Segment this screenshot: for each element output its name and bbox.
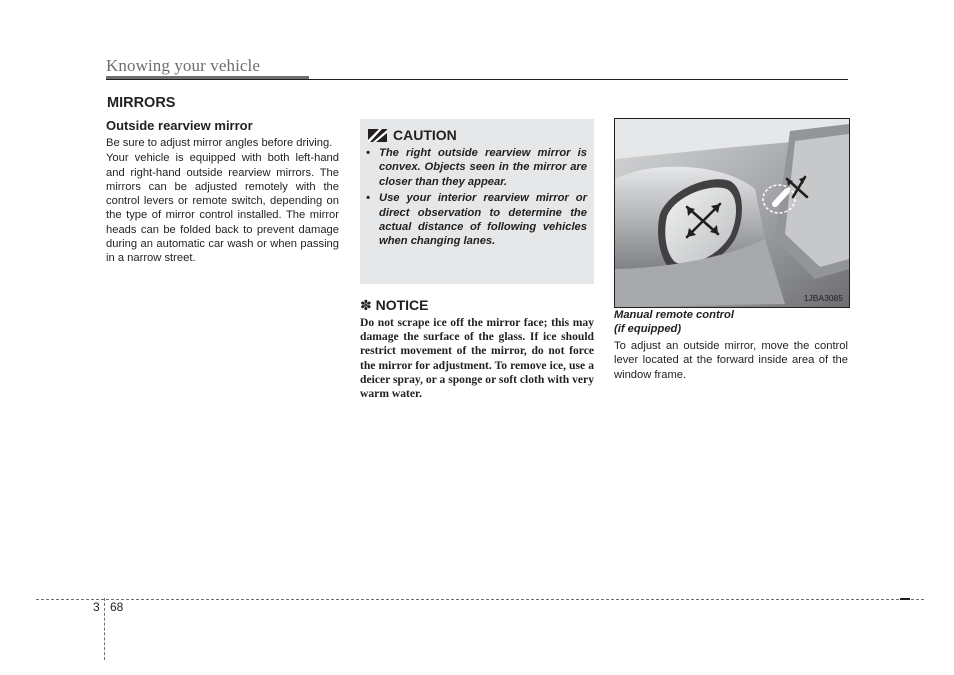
mirror-illustration bbox=[614, 118, 850, 308]
mirror-drawing bbox=[615, 119, 849, 307]
page-section-number: 3 bbox=[93, 600, 100, 614]
adjust-text: To adjust an outside mirror, move the control lever located at the forward inside area of the window frame. bbox=[614, 340, 848, 381]
notice-title: ✽ NOTICE bbox=[360, 297, 429, 313]
bullet: • bbox=[366, 147, 370, 159]
caution-box bbox=[360, 119, 594, 284]
page-number: 68 bbox=[110, 600, 124, 614]
caution-item bbox=[366, 191, 587, 249]
subsection-title: Outside rearview mirror bbox=[106, 118, 253, 133]
caution-heading bbox=[368, 127, 457, 143]
footer-solid-mark bbox=[900, 598, 910, 600]
caution-list bbox=[366, 146, 587, 251]
paragraph: Your vehicle is equipped with both left-hand and right-hand outside rearview mirrors. The mirrors can be adjusted remotely with the control levers or remote switch, depending on the type of mirror control installed. The mirror heads can be folded back to prevent damage during an automatic car wash or when passing in a narrow street. bbox=[106, 152, 339, 265]
figure-code: 1JBA3085 bbox=[803, 293, 843, 303]
notice-text: Do not scrape ice off the mirror face; this may damage the surface of the glass. If ice should restrict movement of the mirror, do not force the mirror for adjustment. To remove ice, use a deicer spray, or a sponge or soft cloth with very warm water. bbox=[360, 316, 594, 401]
outside-mirror-text bbox=[106, 136, 339, 267]
footer-dashed-rule bbox=[36, 599, 924, 600]
caption-line: Manual remote control bbox=[614, 309, 734, 321]
header-rule-thin bbox=[106, 79, 848, 80]
bullet: • bbox=[366, 192, 370, 205]
paragraph: Be sure to adjust mirror angles before driving. bbox=[106, 137, 333, 149]
header-title: Knowing your vehicle bbox=[106, 56, 261, 75]
caution-title: CAUTION bbox=[393, 127, 457, 143]
footer-divider bbox=[104, 598, 105, 660]
caution-item-text: The right outside rearview mirror is convex. Objects seen in the mirror are closer than they appear. bbox=[379, 147, 587, 188]
caution-item-text: Use your interior rearview mirror or direct observation to determine the actual distance of following vehicles when changing lanes. bbox=[379, 192, 587, 248]
caution-icon bbox=[368, 129, 387, 142]
figure-caption bbox=[614, 308, 734, 336]
caption-line: (if equipped) bbox=[614, 323, 682, 335]
section-title: MIRRORS bbox=[107, 95, 176, 111]
caution-item bbox=[366, 146, 587, 189]
